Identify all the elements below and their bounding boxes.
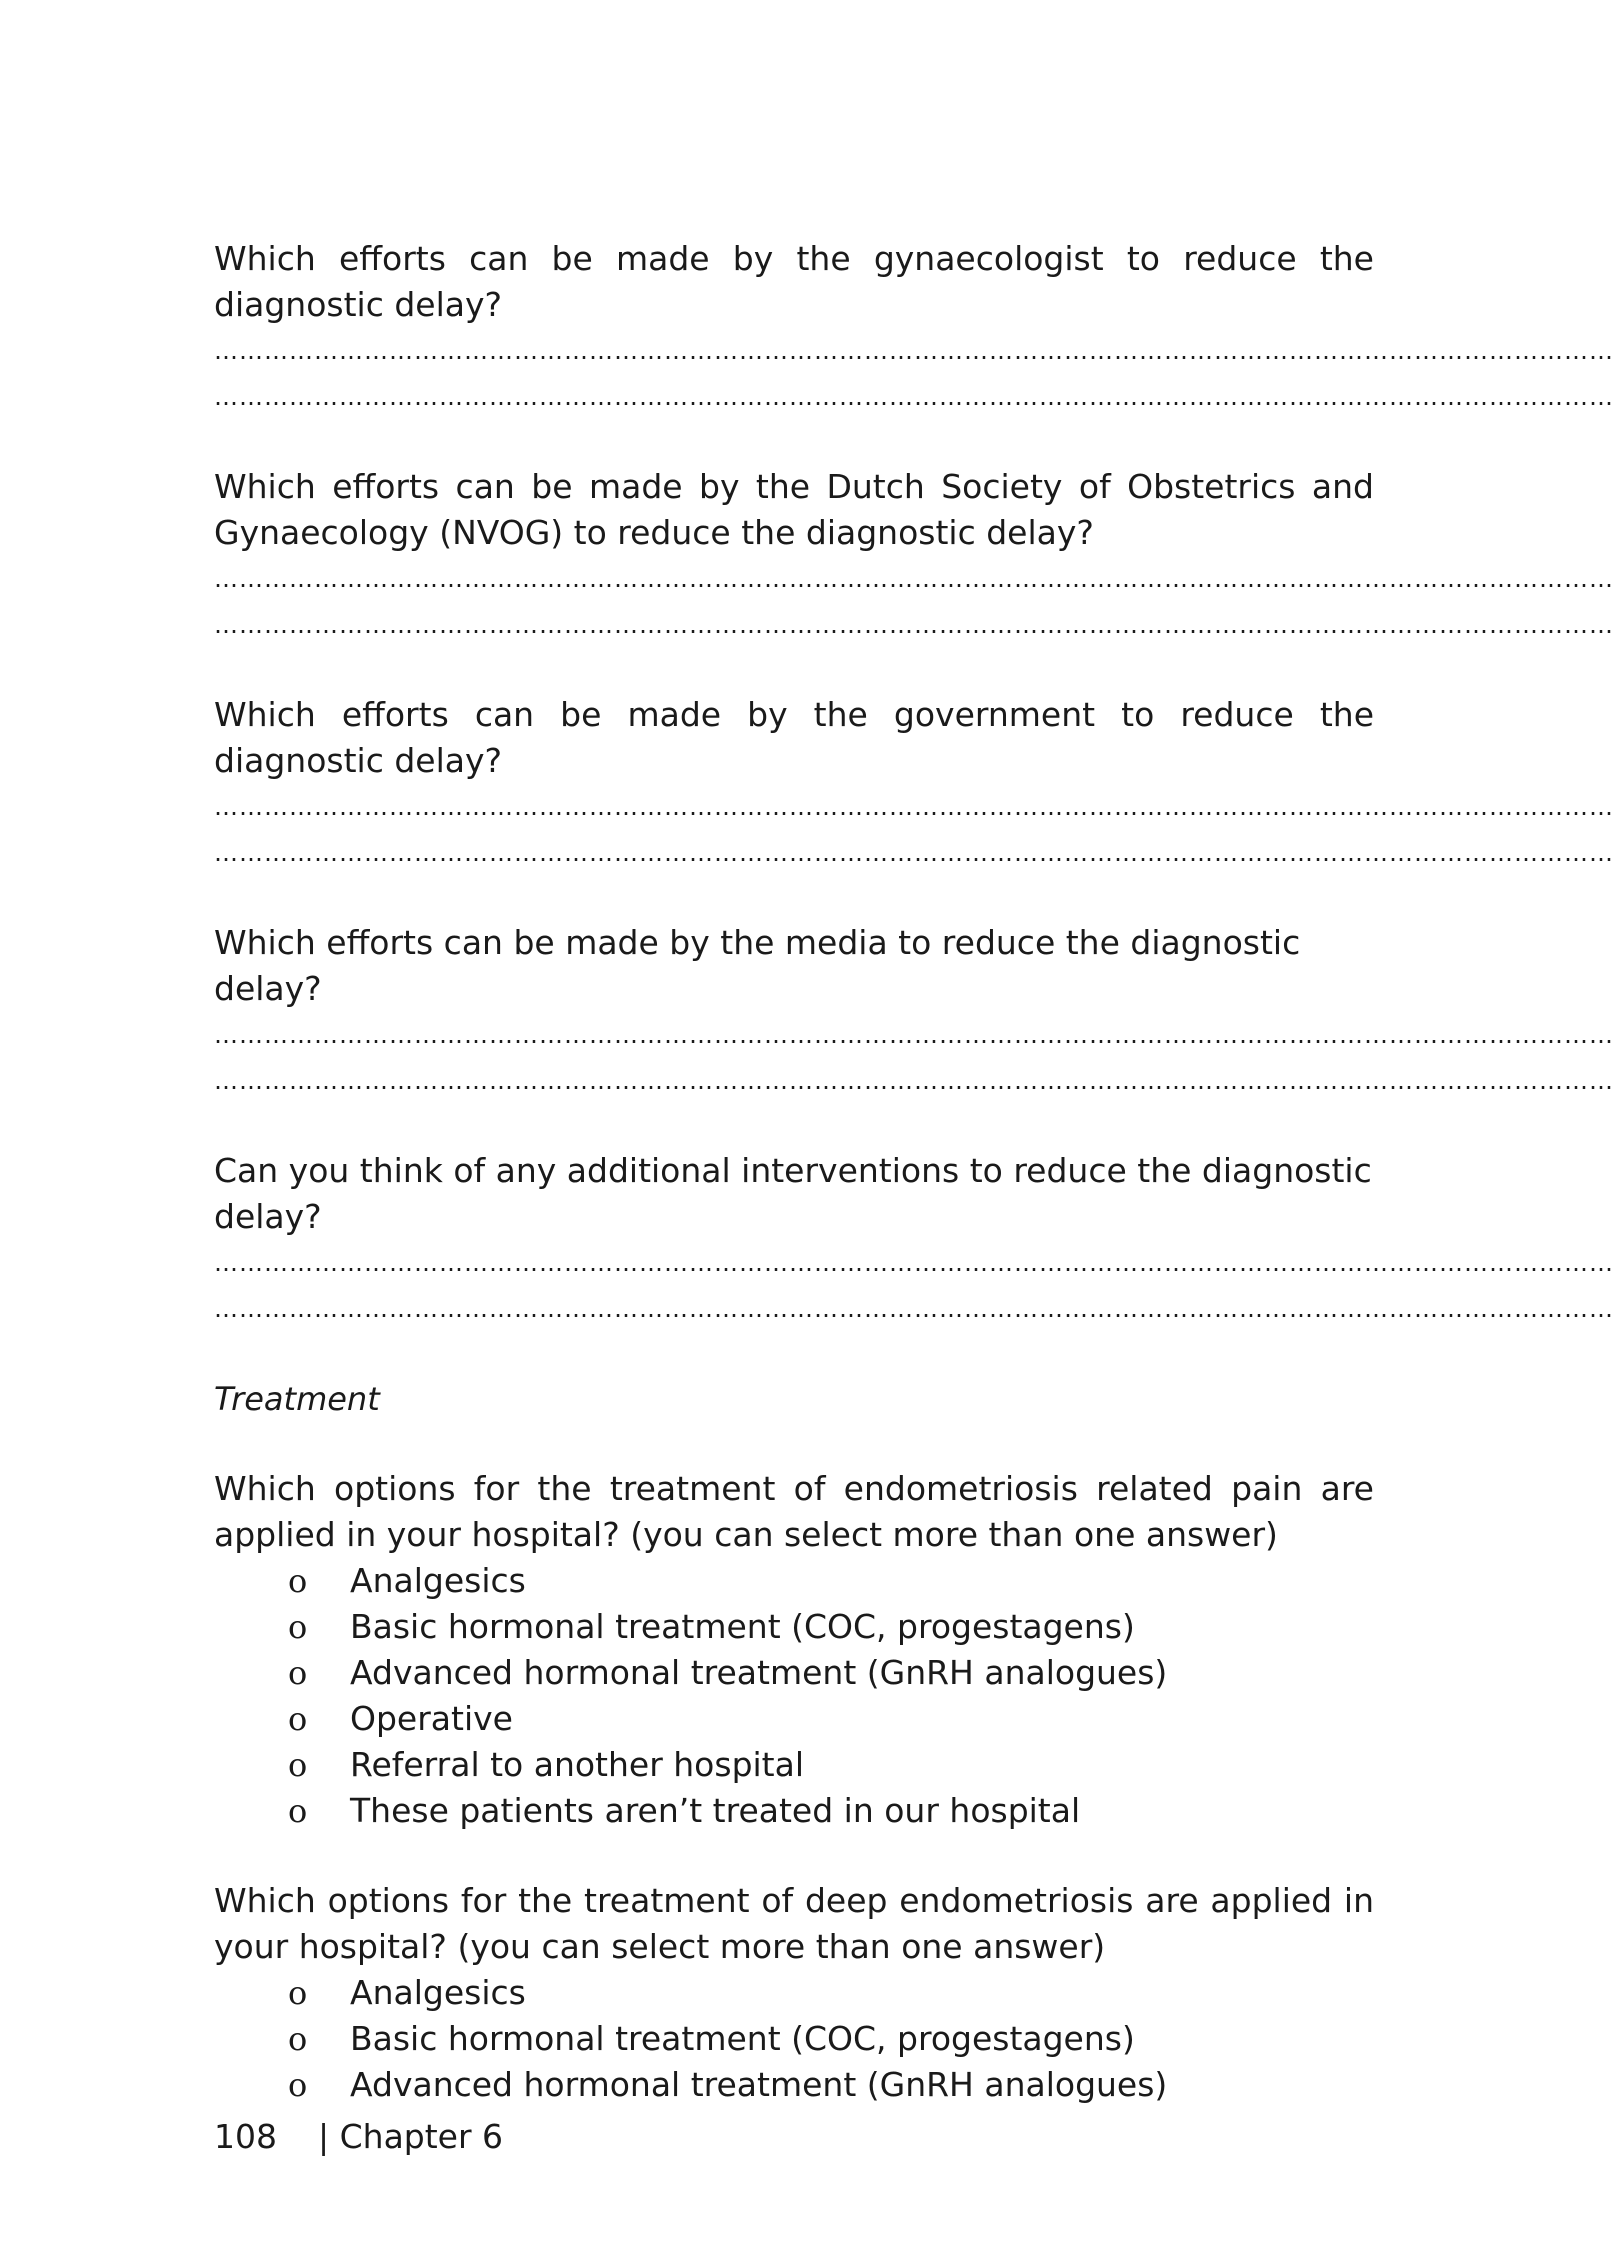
checkbox-circle-icon[interactable]: o: [288, 1608, 308, 1646]
checkbox-circle-icon[interactable]: o: [288, 2020, 308, 2058]
question-additional: [214, 1148, 1614, 1332]
option-item[interactable]: [288, 1696, 1374, 1742]
answer-line[interactable]: ……………………………………………………………………………………………………………………………………………………: [214, 383, 1614, 411]
question-government: [214, 692, 1614, 876]
question-text: Which efforts can be made by the Dutch Society of Obstetrics and Gynaecology (NVOG) to reduce the diagnostic delay?: [214, 467, 1374, 552]
option-label: Advanced hormonal treatment (GnRH analogues): [350, 1653, 1168, 1692]
page-number: 108: [214, 2117, 277, 2156]
question-media: [214, 920, 1614, 1104]
checkbox-circle-icon[interactable]: o: [288, 1700, 308, 1738]
answer-line[interactable]: ……………………………………………………………………………………………………………………………………………………: [214, 793, 1614, 821]
question-treatment-deep: [214, 1878, 1374, 2108]
option-item[interactable]: [288, 1742, 1374, 1788]
question-text: Which options for the treatment of endometriosis related pain are applied in your hospital? (you can select more than one answer): [214, 1469, 1374, 1554]
answer-line[interactable]: ……………………………………………………………………………………………………………………………………………………: [214, 337, 1614, 365]
question-nvog: [214, 464, 1614, 648]
option-label: Referral to another hospital: [350, 1745, 805, 1784]
answer-line[interactable]: ……………………………………………………………………………………………………………………………………………………: [214, 611, 1614, 639]
answer-line[interactable]: ……………………………………………………………………………………………………………………………………………………: [214, 839, 1614, 867]
answer-line[interactable]: ……………………………………………………………………………………………………………………………………………………: [214, 1021, 1614, 1049]
option-item[interactable]: [288, 1970, 1374, 2016]
checkbox-circle-icon[interactable]: o: [288, 2066, 308, 2104]
option-item[interactable]: [288, 1788, 1374, 1834]
option-label: Advanced hormonal treatment (GnRH analogues): [350, 2065, 1168, 2104]
option-label: These patients aren’t treated in our hospital: [350, 1791, 1081, 1830]
question-text: Which efforts can be made by the government to reduce the diagnostic delay?: [214, 695, 1374, 780]
checkbox-circle-icon[interactable]: o: [288, 1792, 308, 1830]
option-list: [214, 1970, 1374, 2108]
checkbox-circle-icon[interactable]: o: [288, 1654, 308, 1692]
option-label: Analgesics: [350, 1561, 526, 1600]
question-text: Which efforts can be made by the media to reduce the diagnostic delay?: [214, 923, 1301, 1008]
option-label: Analgesics: [350, 1973, 526, 2012]
option-label: Basic hormonal treatment (COC, progestagens): [350, 2019, 1135, 2058]
answer-line[interactable]: ……………………………………………………………………………………………………………………………………………………: [214, 1067, 1614, 1095]
section-heading-treatment: Treatment: [214, 1380, 380, 1418]
checkbox-circle-icon[interactable]: o: [288, 1562, 308, 1600]
question-text: Which efforts can be made by the gynaecologist to reduce the diagnostic delay?: [214, 239, 1374, 324]
answer-line[interactable]: ……………………………………………………………………………………………………………………………………………………: [214, 1249, 1614, 1277]
option-label: Operative: [350, 1699, 513, 1738]
answer-line[interactable]: ……………………………………………………………………………………………………………………………………………………: [214, 565, 1614, 593]
checkbox-circle-icon[interactable]: o: [288, 1974, 308, 2012]
question-text: Which options for the treatment of deep endometriosis are applied in your hospital? (you can select more than one answer): [214, 1881, 1374, 1966]
chapter-label: | Chapter 6: [318, 2117, 504, 2156]
answer-line[interactable]: ……………………………………………………………………………………………………………………………………………………: [214, 1295, 1614, 1323]
question-gynaecologist: [214, 236, 1614, 420]
checkbox-circle-icon[interactable]: o: [288, 1746, 308, 1784]
document-page: [214, 236, 1614, 2108]
question-treatment-pain: [214, 1466, 1374, 1834]
question-text: Can you think of any additional interventions to reduce the diagnostic delay?: [214, 1151, 1372, 1236]
page-footer: [214, 2114, 503, 2160]
option-item[interactable]: [288, 2016, 1374, 2062]
option-item[interactable]: [288, 1558, 1374, 1604]
option-label: Basic hormonal treatment (COC, progestagens): [350, 1607, 1135, 1646]
option-list: [214, 1558, 1374, 1834]
option-item[interactable]: [288, 1650, 1374, 1696]
option-item[interactable]: [288, 1604, 1374, 1650]
option-item[interactable]: [288, 2062, 1374, 2108]
